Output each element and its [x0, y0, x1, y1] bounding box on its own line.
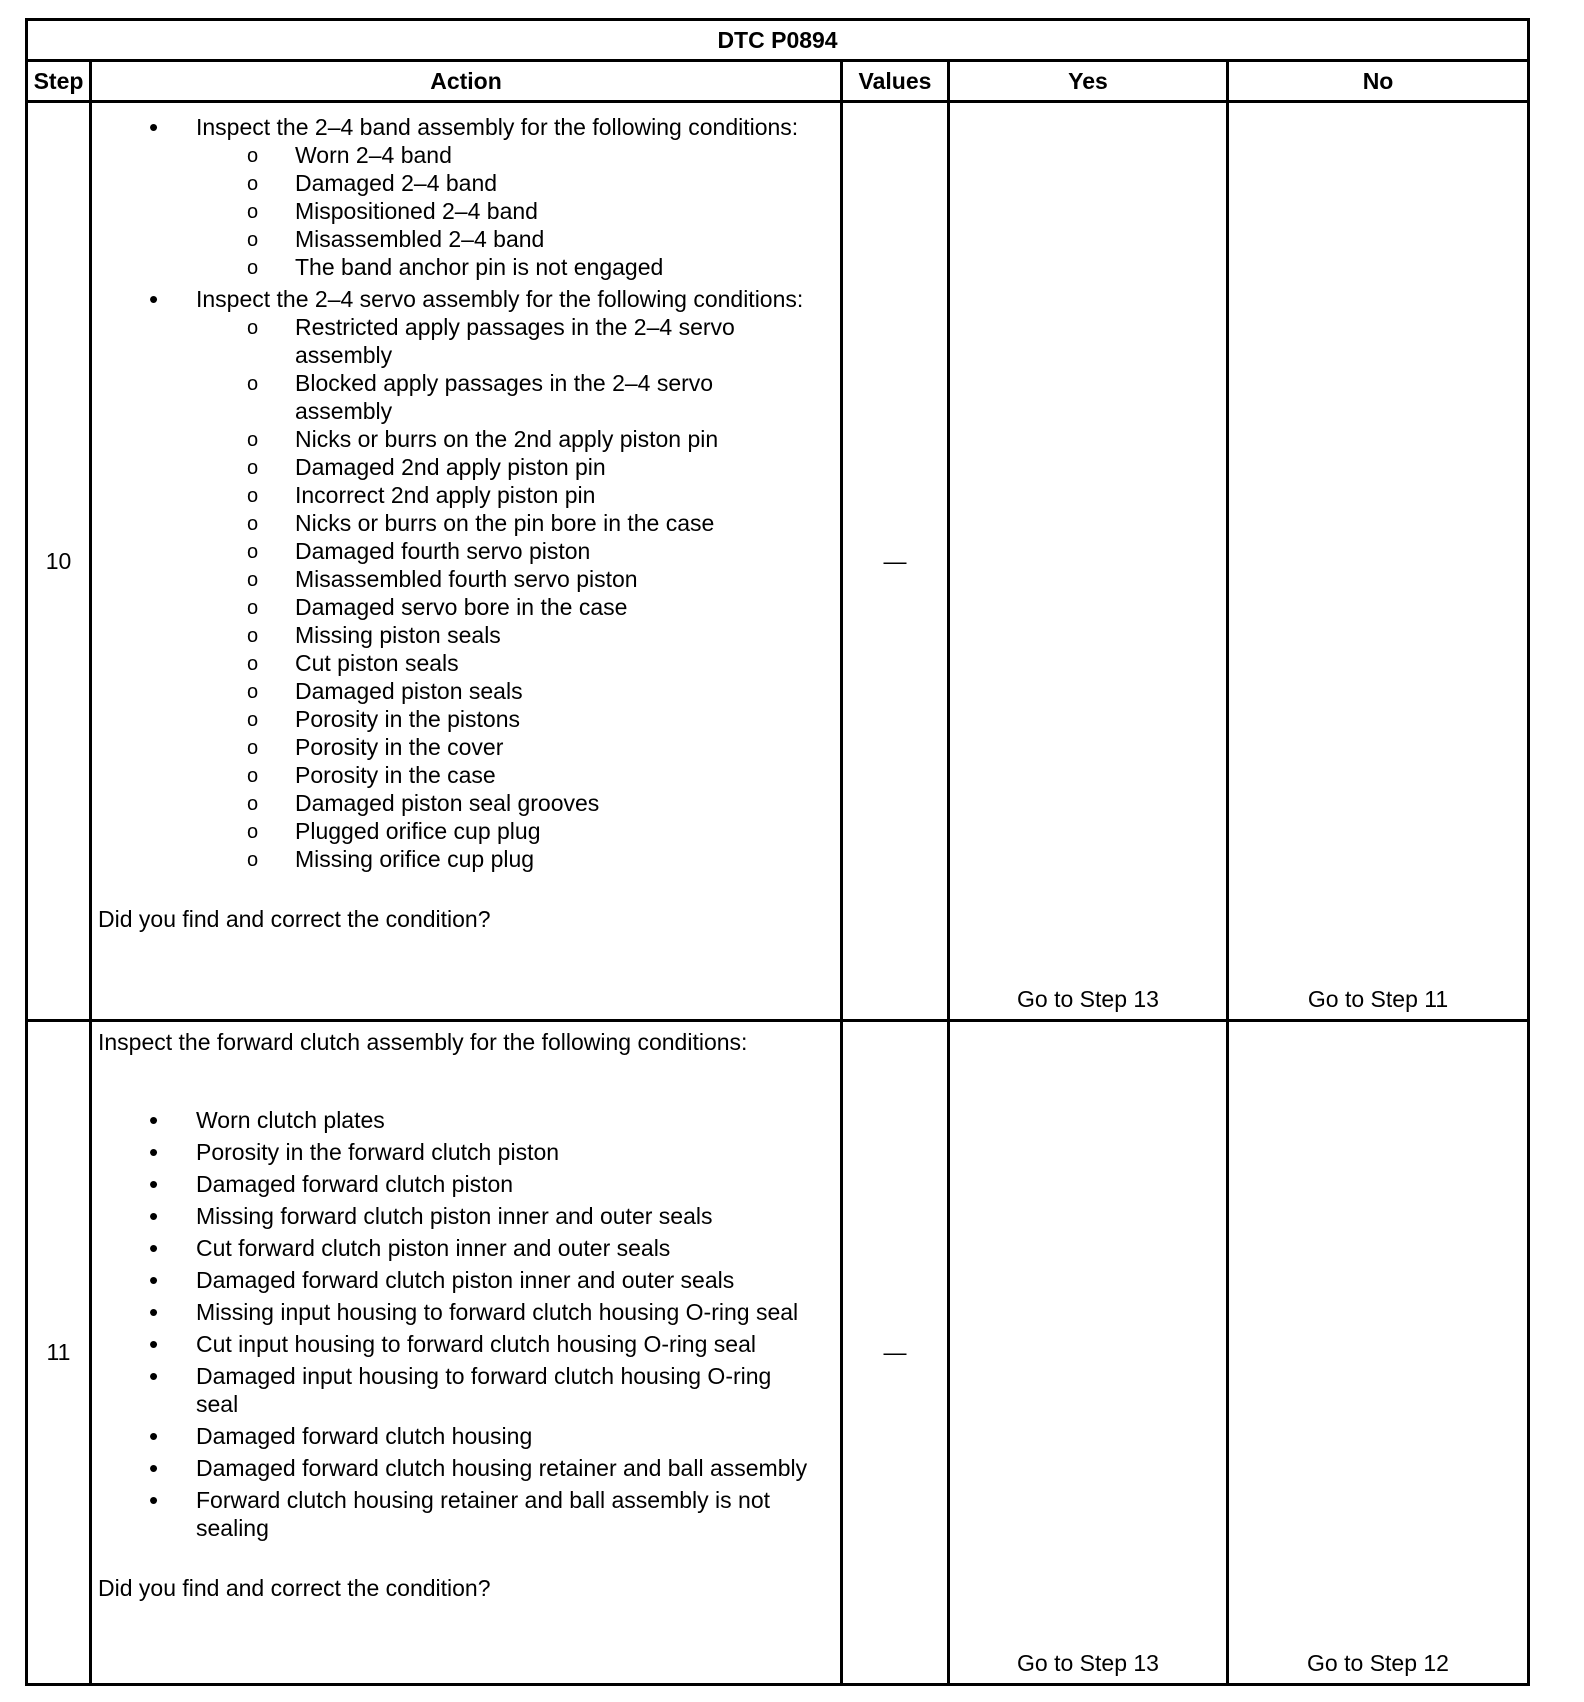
sub-item: o Damaged fourth servo piston: [195, 537, 814, 565]
list-item: • Damaged forward clutch piston inner and outer seals: [98, 1266, 834, 1294]
no-cell: Go to Step 12: [1228, 1021, 1529, 1685]
sub-list: [196, 313, 814, 873]
sub-item: o Missing orifice cup plug: [195, 845, 814, 873]
bullet-list: [98, 1106, 834, 1542]
header-no: No: [1228, 61, 1529, 102]
list-item: • Cut forward clutch piston inner and outer seals: [98, 1234, 834, 1262]
sub-item: o Blocked apply passages in the 2–4 servo assembly: [195, 369, 814, 425]
step-number: 11: [27, 1021, 91, 1685]
sub-item: o Misassembled fourth servo piston: [195, 565, 814, 593]
list-item: • Porosity in the forward clutch piston: [98, 1138, 834, 1166]
bullet-text: Inspect the 2–4 band assembly for the following conditions:: [196, 114, 799, 140]
table-row: [27, 1021, 1529, 1685]
yes-cell: Go to Step 13: [949, 1021, 1228, 1685]
sub-item: o Restricted apply passages in the 2–4 servo assembly: [195, 313, 814, 369]
sub-item: o Nicks or burrs on the 2nd apply piston pin: [195, 425, 814, 453]
values-cell: —: [842, 102, 949, 1021]
sub-item: o Damaged piston seal grooves: [195, 789, 814, 817]
header-row: [27, 61, 1529, 102]
sub-item: o Nicks or burrs on the pin bore in the case: [195, 509, 814, 537]
question-text: Did you find and correct the condition?: [98, 906, 491, 932]
values-cell: —: [842, 1021, 949, 1685]
table-row: [27, 102, 1529, 1021]
sub-item: o Damaged 2–4 band: [195, 169, 814, 197]
bullet-text: Inspect the 2–4 servo assembly for the following conditions:: [196, 286, 804, 312]
list-item: • Damaged forward clutch piston: [98, 1170, 834, 1198]
sub-item: o Misassembled 2–4 band: [195, 225, 814, 253]
sub-item: o Porosity in the cover: [195, 733, 814, 761]
sub-item: o Damaged servo bore in the case: [195, 593, 814, 621]
table-title: DTC P0894: [27, 20, 1529, 61]
list-item: • Worn clutch plates: [98, 1106, 834, 1134]
sub-item: o Plugged orifice cup plug: [195, 817, 814, 845]
sub-item: o Damaged 2nd apply piston pin: [195, 453, 814, 481]
bullet-list: [98, 113, 834, 873]
sub-item: o Worn 2–4 band: [195, 141, 814, 169]
sub-item: o Missing piston seals: [195, 621, 814, 649]
list-item: • Damaged forward clutch housing: [98, 1422, 834, 1450]
step-number: 10: [27, 102, 91, 1021]
sub-item: o Incorrect 2nd apply piston pin: [195, 481, 814, 509]
list-item: • Forward clutch housing retainer and ball assembly is not sealing: [98, 1486, 834, 1542]
no-cell: Go to Step 11: [1228, 102, 1529, 1021]
dtc-table: [25, 18, 1530, 1686]
question-text: Did you find and correct the condition?: [98, 1575, 491, 1601]
header-yes: Yes: [949, 61, 1228, 102]
header-step: Step: [27, 61, 91, 102]
action-cell: [91, 102, 842, 1021]
sub-item: o Porosity in the case: [195, 761, 814, 789]
list-item: [98, 285, 834, 873]
sub-list: [196, 141, 814, 281]
list-item: • Missing input housing to forward clutch housing O-ring seal: [98, 1298, 834, 1326]
sub-item: o Porosity in the pistons: [195, 705, 814, 733]
header-action: Action: [91, 61, 842, 102]
list-item: [98, 113, 834, 281]
list-item: • Cut input housing to forward clutch housing O-ring seal: [98, 1330, 834, 1358]
header-values: Values: [842, 61, 949, 102]
intro-text: Inspect the forward clutch assembly for the following conditions:: [98, 1029, 748, 1055]
list-item: • Damaged forward clutch housing retainer and ball assembly: [98, 1454, 834, 1482]
list-item: • Missing forward clutch piston inner and outer seals: [98, 1202, 834, 1230]
sub-item: o Cut piston seals: [195, 649, 814, 677]
sub-item: o The band anchor pin is not engaged: [195, 253, 814, 281]
yes-cell: Go to Step 13: [949, 102, 1228, 1021]
sub-item: o Mispositioned 2–4 band: [195, 197, 814, 225]
sub-item: o Damaged piston seals: [195, 677, 814, 705]
action-cell: [91, 1021, 842, 1685]
list-item: • Damaged input housing to forward clutch housing O-ring seal: [98, 1362, 834, 1418]
